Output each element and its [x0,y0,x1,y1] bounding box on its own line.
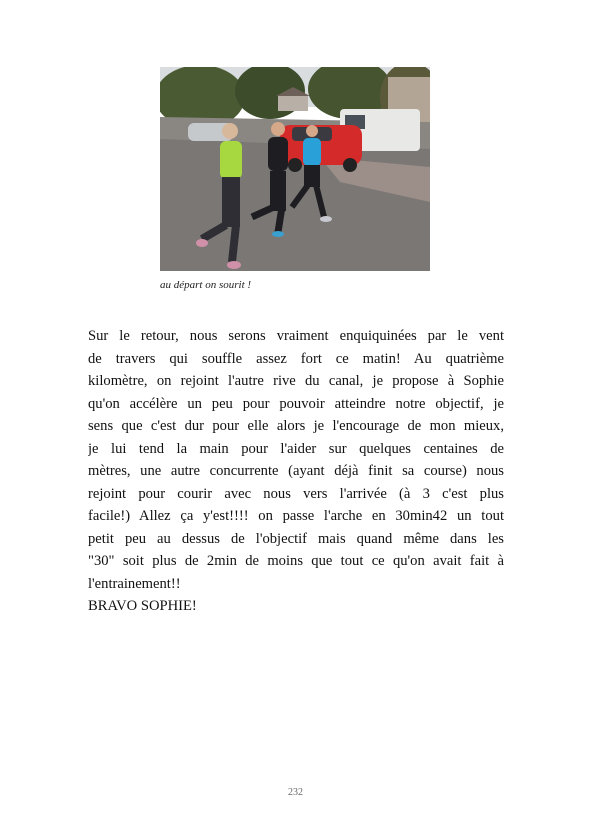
text-line: sens que c'est dur pour elle alors je l'encourage de mon mieux, [88,418,504,434]
page-number: 232 [288,787,303,798]
text-line: kilomètre, on rejoint l'autre rive du canal, je propose à Sophie [88,373,504,389]
runners-photo-image [160,67,430,271]
closing-line: BRAVO SOPHIE! [88,598,197,614]
text-line: je lui tend la main pour l'aider sur quelques centaines de [88,440,504,457]
body-paragraph [88,325,504,618]
race-start-photo [160,67,430,271]
text-line: mètres, une autre concurrente (ayant déjà finit sa course) nous [88,463,504,479]
text-line: Sur le retour, nous serons vraiment enquiquinées par le vent [88,328,504,344]
text-line: "30" soit plus de 2min de moins que tout ce qu'on avait fait à [88,553,504,569]
text-line: petit peu au dessus de l'objectif mais quand même dans les [88,530,504,547]
text-line: de travers qui souffle assez fort ce matin! Au quatrième [88,350,504,367]
text-line: l'entrainement!! [88,575,181,592]
text-line: qu'on accélère un peu pour pouvoir atteindre notre objectif, je [88,395,504,412]
photo-caption: au départ on sourit ! [160,279,252,291]
text-line: facile!) Allez ça y'est!!!! on passe l'arche en 30min42 un tout [88,508,504,524]
text-line: rejoint pour courir avec nous vers l'arrivée (à 3 c'est plus [88,485,504,502]
